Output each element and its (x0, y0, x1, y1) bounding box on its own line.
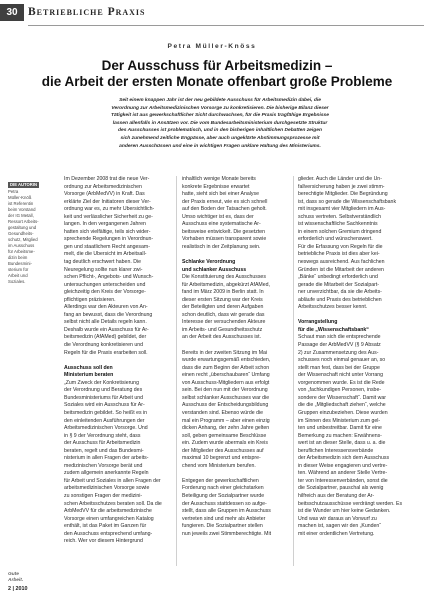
paragraph-gap (182, 342, 290, 350)
body-text-line: sprechende Regelungen in Verordnun- (64, 236, 154, 243)
body-text-line: Allerdings war den Akteuren von An- (64, 304, 148, 311)
body-text-line: glieder. Auch die Länder und die Un- (298, 176, 382, 182)
bio-line: dizin beim (8, 255, 28, 260)
bio-line: Soziales. (8, 279, 26, 284)
section-title: Betriebliche Praxis (28, 6, 146, 18)
body-text-line: Vorhaben müssen transparent sowie (182, 236, 267, 243)
body-text-line: von Ausschuss-Mitgliedern aus erfolgt (182, 379, 270, 386)
body-text-line: Regeln für die Praxis erarbeiten soll. (64, 349, 148, 356)
author-bio (8, 182, 62, 285)
body-text-line: tag deutlich erschwert haben. Die (64, 259, 141, 266)
body-text-line: der Beteiligten und deren Aufgaben (182, 304, 264, 311)
lead-line: anderen Ausschüssen und eine in wichtigen Fragen unklare Haltung des Ministeriums. (119, 143, 321, 149)
body-text-line: enthält, ist das Paket im Ganzen für (64, 523, 147, 530)
body-text-line: ordnung war es, zu mehr Übersichtlich- (64, 206, 155, 213)
body-text-line: Bemerkung zu machen: Erwähnens- (298, 432, 382, 439)
body-text-line: „Zum Zweck der Konkretisierung (64, 379, 139, 386)
bio-line: schutz, Mitglied (8, 237, 38, 242)
body-text-line: mit einer ordentlichen Vertretung. (298, 530, 375, 537)
body-text-line: fand im März 2009 in Berlin statt. In (182, 289, 264, 296)
magazine-logo (8, 572, 23, 583)
body-text-line: langen. In den vergangenen Jahren (64, 221, 146, 228)
body-text-line: der Arbeitsmedizin sich dem Ausschuss (298, 455, 390, 462)
body-text-line: im Arbeits- und Gesundheitsschutz (182, 326, 263, 333)
body-text-line: im Sinnen des Ministerium zum gel- (298, 417, 381, 424)
body-text-line: abläufe und Praxis des betrieblichen (298, 296, 382, 303)
body-text-line: 2) zur Zusammensetzung des Aus- (298, 349, 379, 356)
body-text-line: ArbMedVV für die arbeitsmedizinische (64, 508, 152, 515)
body-text-line: ist die Wunder um hier keine Gedanken. (298, 508, 391, 515)
body-text-line: verstanden sind. Ebenso würde die (182, 409, 264, 416)
page-header (0, 4, 424, 21)
bio-line: Ressort Arbeits- (8, 219, 39, 224)
body-text-line: erforderlich und wünschenswert. (298, 236, 373, 243)
body-text-line: Bereits in der zweiten Sitzung im Mai (182, 349, 268, 356)
body-text-line: ner unverzichtbar, da sie die Arbeits- (298, 289, 382, 296)
body-text-line: Im Dezember 2008 trat die neue Ver- (64, 176, 150, 182)
body-text-line: Passage der ArbMedVV (§ 9 Absatz (298, 342, 381, 349)
lead-line: Verordnung zur Arbeitsmedizinischen Vorsorge zu konkretisieren. Die bisherige Bilanz dieser (111, 105, 329, 111)
body-text-line: Arbeitsmedizinischen Vorsorge. Und (64, 425, 148, 432)
body-text-line: Ausschuss eine systematische Ar- (182, 221, 261, 228)
lead-line: lassen allenfalls in Ansätzen vor. Die vom Bundesarbeitsministerium durchgesetzte Struktur (112, 120, 328, 126)
body-text-line: mal ein Programm – aber einen einzig (182, 417, 270, 424)
body-text-line: gerade die Mitarbeit der Sozialpart- (298, 281, 380, 288)
bio-line: Bundesmini- (8, 261, 32, 266)
body-text-line: wert ist an dieser Stelle, dass u. a. die (298, 440, 386, 447)
body-text-line: berechtigte Mitglieder. Die Begründung (298, 191, 388, 198)
body-text-line: der Mitglieder des Ausschusses auf (182, 447, 264, 454)
body-text-line: Ausschuss der Entscheidungsbildung (182, 402, 269, 409)
text-column-2 (182, 176, 290, 538)
body-text-line: in dieser Weise engagieren und vertre- (298, 462, 388, 469)
header-rule (28, 25, 424, 26)
body-text-line: fallversicherung haben je zwei stimm- (298, 183, 385, 190)
title-line: die Arbeit der ersten Monate offenbart große Probleme (41, 74, 393, 89)
text-column-1 (64, 176, 172, 546)
paragraph-gap (182, 251, 290, 259)
body-text-line: ter von Interessenverbänden, sonst die (298, 477, 388, 484)
body-text-line: reich. Wer vor diesem Hintergrund (64, 538, 143, 545)
body-text-line: von „fachkundigen Personen, insbe- (298, 387, 382, 394)
subheading-line: Vorrangstellung (298, 319, 338, 326)
body-text-line: arbeitsmedizinischen Vorsorge sowie (64, 485, 150, 492)
body-text-line: auf den Boden der Tatsachen geholt. (182, 206, 267, 213)
logo-line: Gute (8, 572, 19, 577)
body-text-line: Arbeitsschutzes besser kennt. (298, 304, 368, 311)
body-text-line: Schaut man sich die entsprechende (298, 334, 381, 341)
body-text-line: Gruppen einzubeziehen. Diese wurden (298, 409, 388, 416)
body-text-line: stellt man fest, dass bei der Gruppe (298, 364, 380, 371)
body-text-line: beraten, regelt und das Bundesmi- (64, 447, 144, 454)
body-text-line: ist wissenschaftliche Sachkenntnis (298, 221, 378, 228)
body-text-line: hilfreich aus der Beratung der Ar- (298, 492, 375, 499)
body-text-line: fang an bewusst, dass die Verordnung (64, 311, 153, 318)
body-text-line: medizinischen Vorsorge berät und (64, 462, 143, 469)
body-text-line: nisterium in allen Fragen der arbeits- (64, 455, 149, 462)
body-text-line: den einleitenden Ausführungen der (64, 417, 145, 424)
body-text-line: der Wissenschaft nicht unter Vorrang (298, 372, 384, 379)
body-text-line: Umso wichtiger ist es, dass der (182, 213, 254, 220)
body-text-line: selbst nicht alle Details regeln kann. (64, 319, 147, 326)
lead-line: des Ausschusses ist problematisch, und in den bisherigen inhaltlichen Debatten zeigen (118, 128, 322, 134)
body-text-line: Deshalb wurde ein Ausschuss für Ar- (64, 326, 149, 333)
issue-number: 2 | 2010 (8, 586, 28, 592)
logo-line: Arbeit. (8, 577, 24, 583)
body-text-line: ordnung zur Arbeitsmedizinischen (64, 183, 142, 190)
body-text-line: ein. Zudem wurde abermals ein Kreis (182, 440, 268, 447)
subheading-line: und schlanker Ausschuss (182, 266, 247, 273)
body-text-line: sondere der Wissenschaft“. Damit war (298, 394, 386, 401)
body-text-line: stellt, dass alle Gruppen im Ausschuss (182, 508, 271, 515)
body-text-line: melt, die die Übersicht im Arbeitsall- (64, 251, 147, 258)
body-text-line: vorgenommen wurde. Es ist die Rede (298, 379, 385, 386)
paragraph-gap (298, 312, 406, 320)
body-text-line: machen ist, sagen wir den „Kunden“ (298, 523, 382, 530)
body-text-line: Die Konstituierung des Ausschusses (182, 274, 266, 281)
body-text-line: für Arbeitsmedizin, abgekürzt AfAMed, (182, 281, 270, 288)
lead-line: Seit einem knappen Jahr ist der neu gebildete Ausschuss für Arbeitsmedizin dabei, die (119, 98, 321, 103)
body-text-line: die Verordnung konkretisieren und (64, 342, 144, 349)
body-text-line: die Sozialpartner, pauschal als wenig (298, 485, 384, 492)
bio-line: ist Referentin (8, 201, 34, 206)
paragraph-gap (182, 470, 290, 478)
body-text-line: Neuregelung sollte nun klarer zwi- (64, 266, 143, 273)
bio-line: Müller-Knöß (8, 195, 32, 200)
body-text-line: soll, geben gemeinsame Beschlüsse (182, 432, 267, 439)
body-text-line: fungieren. Die Sozialpartner stellen (182, 523, 263, 530)
body-text-line: beitsschutzausschüsse verdrängt werden. Es (298, 500, 403, 507)
body-text-line: ist, dass so gerade die Wissenschaftsbank (298, 198, 397, 205)
page-number: 30 (0, 4, 24, 21)
body-text-line: in § 9 der Verordnung steht, dass (64, 432, 141, 439)
article-author: Petra Müller-Knöss (167, 43, 257, 50)
subheading-line: für die „Wissenschaftsbank“ (298, 326, 369, 333)
bio-line: im Ausschuss (8, 243, 35, 248)
body-text-line: den Ausschuss entsprechend umfang- (64, 530, 153, 537)
paragraph-gap (64, 357, 172, 365)
body-text-line: dass die zum Beginn der Arbeit schon (182, 364, 270, 371)
body-text-line: Entgegen der gewerkschaftlichen (182, 477, 259, 484)
bio-line: Petra (8, 189, 19, 194)
body-text-line: Gründen ist die Mitarbeit der anderen (298, 266, 384, 273)
text-column-3 (298, 176, 406, 538)
body-text-line: selbst schlanker Ausschusses war die (182, 394, 270, 401)
body-text-line: inhaltlich wenige Monate bereits (182, 176, 256, 182)
body-text-line: mit insgesamt vier Mitgliedern im Aus- (298, 206, 386, 213)
body-text-line: erklärte Ziel der Initiatoren dieser Ver- (64, 198, 151, 205)
body-text-line: der Ausschuss für Arbeitsmedizin (64, 440, 141, 447)
body-text-line: schusses noch einmal genauer an, so (298, 357, 386, 364)
column-divider (293, 176, 294, 566)
body-text-line: ten. Während an anderer Stelle Vertre- (298, 470, 388, 477)
bio-line: Gesundheits- (8, 231, 34, 236)
body-text-line: vertreten sind und mehr als Anbieter (182, 515, 266, 522)
body-text-line: zudem allgemein anerkannte Regeln (64, 470, 149, 477)
body-text-line: nun jeweils zwei Stimmberechtigte. Mit (182, 530, 272, 537)
title-line: Der Ausschuss für Arbeitsmedizin – (101, 58, 333, 73)
body-text-line: neswegs ausreichend. Aus fachlichen (298, 259, 385, 266)
article-lead (70, 97, 370, 150)
lead-line: Tätigkeit ist aus gewerkschaftlicher Sicht durchwachsen, für die Praxis tragfähige Ergebnisse (111, 113, 329, 119)
body-text-line: Für die Erfassung von Regeln für die (298, 243, 383, 250)
body-text-line: schen Arbeitsschutzes beraten soll. Da die (64, 500, 162, 507)
body-text-line: konkrete Ergebnisse erwartet (182, 183, 250, 190)
body-text-line: an der Arbeit des Ausschusses ist. (182, 334, 262, 341)
body-text-line: beruflichen Interessensverbände (298, 447, 374, 454)
body-text-line: realistisch in der Zeitplanung sein. (182, 243, 261, 250)
bio-line: für Arbeitsme- (8, 249, 35, 254)
body-text-line: ten und unbestreitbar. Damit für eine (298, 425, 382, 432)
body-text-line: der Ausschuss stattdessen so aufge- (182, 500, 267, 507)
body-text-line: gen und staatlichem Recht angesam- (64, 243, 150, 250)
body-text-line: Soziales wird ein Ausschuss für Ar- (64, 402, 145, 409)
body-text-line: zu sonstigen Fragen der medizini- (64, 492, 143, 499)
body-text-line: Beteiligung der Sozialpartner wurde (182, 492, 265, 499)
body-text-line: Forderung nach einer gleichstarken (182, 485, 264, 492)
bio-line: sterium für (8, 267, 29, 272)
body-text-line: wurde erwartungsgemäß entschieden, (182, 357, 271, 364)
body-text-line: hatte, sieht sich bei einer Analyse (182, 191, 259, 198)
column-divider (176, 176, 177, 566)
body-text-line: schen Pflicht-, Angebots- und Wunsch- (64, 274, 154, 281)
body-text-line: schuss vertreten. Selbstverständlich (298, 213, 382, 220)
body-text-line: pflichtigen präzisieren. (64, 296, 116, 303)
body-text-line: beitsweise entwickelt. Die gesetzten (182, 228, 266, 235)
body-text-line: beitsmedizin (AfAMed) gebildet, der (64, 334, 147, 341)
body-text-line: Vorsorge einen umfangreichen Katalog (64, 515, 154, 522)
body-text-line: untersuchungen unterscheiden und (64, 281, 146, 288)
body-text-line: maximal 10 begrenzt und entspre- (182, 455, 261, 462)
bio-line: gestaltung und (8, 225, 37, 230)
body-text-line: sein. Bei den nun mit der Verordnung (182, 387, 268, 394)
body-text-line: in einem solchen Gremium dringend (298, 228, 382, 235)
lead-line: sich zunehmend zeitliche Engpässe, aber auch ungeklärte Abstimmungsprozesse mit (120, 135, 320, 141)
body-text-line: dieser ersten Sitzung war der Kreis (182, 296, 263, 303)
bio-line: beim Vorstand (8, 207, 36, 212)
body-text-line: hatten sich vielfältige, teils sich wider- (64, 228, 151, 235)
body-text-line: keit und verlässlicher Sicherheit zu ge- (64, 213, 153, 220)
body-text-line: der Verordnung und Beratung des (64, 387, 143, 394)
body-text-line: schon deutlich, dass wir gerade das (182, 311, 265, 318)
body-text-line: Vorsorge (ArbMedVV) in Kraft. Das (64, 191, 145, 198)
body-text-line: Bundesministeriums für Arbeit und (64, 394, 144, 401)
subheading-line: Schlanke Verordnung (182, 259, 236, 266)
body-text-line: Interesse der versuchenden Akteure (182, 319, 266, 326)
body-text-line: dicken Anhang, der zehn Jahre gelten (182, 425, 270, 432)
body-text-line: für Arbeit und Soziales in allen Fragen der (64, 477, 161, 484)
body-text-line: chend vom Ministerium berufen. (182, 462, 256, 469)
subheading-line: Ministerium beraten (64, 372, 114, 379)
body-text-line: Und was wir daraus an Vorwurf zu (298, 515, 377, 522)
body-text-line: einen recht „überschaubaren“ Umfang (182, 372, 270, 379)
bio-line: Arbeit und (8, 273, 28, 278)
bio-line: der IG Metall, (8, 213, 34, 218)
body-text-line: beitsmedizin gebildet. So heißt es in (64, 409, 148, 416)
body-text-line: die die „Mitgliedschaft ziehen“, welche (298, 402, 386, 409)
body-text-line: betriebliche Praxis ist dies aber kei- (298, 251, 380, 258)
article-title (40, 58, 394, 90)
subheading-line: Ausschuss soll den (64, 364, 113, 371)
body-text-line: gleichzeitig den Kreis der Vorsorge- (64, 289, 146, 296)
bio-label: DIE AUTORIN (10, 182, 37, 187)
body-text-line: der Praxis erneut, wie es sich schnell (182, 198, 268, 205)
body-text-line: „Bänke“ unbedingt erforderlich und (298, 274, 378, 281)
